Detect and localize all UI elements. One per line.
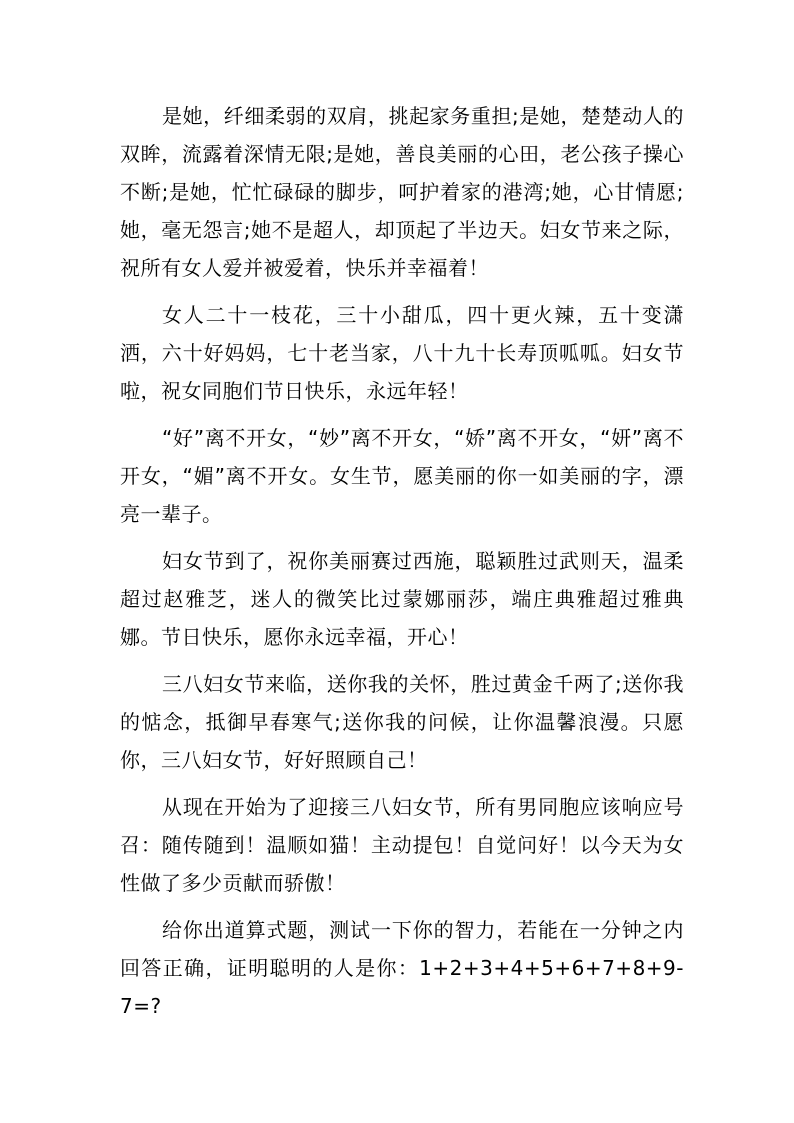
paragraph-3: “好”离不开女，“妙”离不开女，“娇”离不开女，“妍”离不开女，“媚”离不开女。女生节，愿美丽的你一如美丽的字，漂亮一辈子。 [120,426,684,526]
paragraph-6: 从现在开始为了迎接三八妇女节，所有男同胞应该响应号召：随传随到！温顺如猫！主动提包！自觉问好！以今天为女性做了多少贡献而骄傲！ [120,795,684,895]
paragraph-4: 妇女节到了，祝你美丽赛过西施，聪颖胜过武则天，温柔超过赵雅芝，迷人的微笑比过蒙娜丽莎，端庄典雅超过雅典娜。节日快乐，愿你永远幸福，开心！ [120,549,684,649]
paragraph-7: 给你出道算式题，测试一下你的智力，若能在一分钟之内回答正确，证明聪明的人是你：1+2+3+4+5+6+7+8+9-7=? [120,918,684,1018]
paragraph-1: 是她，纤细柔弱的双肩，挑起家务重担;是她，楚楚动人的双眸，流露着深情无限;是她，善良美丽的心田，老公孩子操心不断;是她，忙忙碌碌的脚步，呵护着家的港湾;她，心甘情愿;她，毫无怨言;她不是超人，却顶起了半边天。妇女节来之际，祝所有女人爱并被爱着，快乐并幸福着！ [120,104,684,280]
document-page [120,97,684,1025]
paragraph-5: 三八妇女节来临，送你我的关怀，胜过黄金千两了;送你我的惦念，抵御早春寒气;送你我的问候，让你温馨浪漫。只愿你，三八妇女节，好好照顾自己！ [120,672,684,772]
paragraph-2: 女人二十一枝花，三十小甜瓜，四十更火辣，五十变潇洒，六十好妈妈，七十老当家，八十九十长寿顶呱呱。妇女节啦，祝女同胞们节日快乐，永远年轻！ [120,303,684,403]
